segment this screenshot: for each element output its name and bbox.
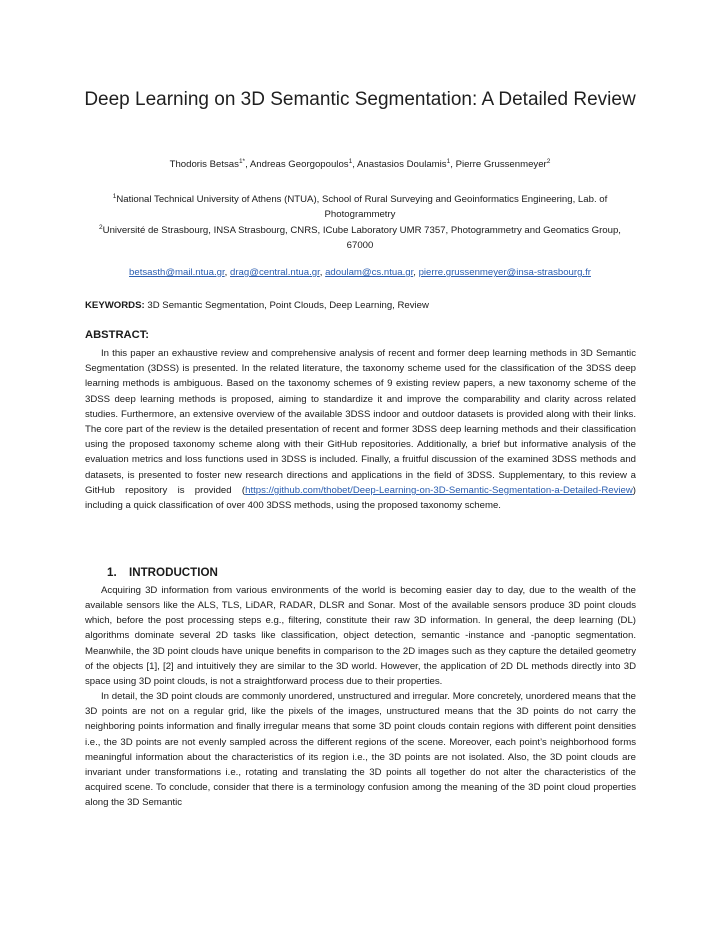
affiliation: [90, 192, 630, 223]
author-name: Thodoris Betsas: [169, 159, 239, 170]
paragraph: Acquiring 3D information from various environments of the world is becoming easier day to day, due to the wealth of the available sensors like the ALS, TLS, LiDAR, RADAR, DLSR and Sonar. Most of the available sensors produce 3D point clouds which, before the post processing steps e.g., filtering, constitute their raw 3D information. In general, the deep learning (DL) algorithms dominate several 2D tasks like classification, object detection, semantic -instance and -panoptic segmentation. Meanwhile, the 3D point clouds have unique benefits in comparison to the 2D images such as they capture the detailed geometry of the objects [1], [2] and intuitively they are similar to the 3D world. However, the application of 2D DL methods directly into 3D space using 3D point clouds, is not a straightforward process due to their properties.: [85, 585, 636, 687]
github-repo-link[interactable]: https://github.com/thobet/Deep-Learning-on-3D-Semantic-Segmentation-a-Detailed-Review: [245, 484, 633, 496]
email-link[interactable]: pierre.grussenmeyer@insa-strasbourg.fr: [418, 267, 591, 278]
author-affiliation-mark: 2: [546, 157, 551, 165]
affiliation-mark: 1: [112, 192, 117, 200]
author-name: Pierre Grussenmeyer: [455, 159, 547, 170]
introduction-text: [85, 583, 636, 810]
author-affiliation-mark: 1: [348, 157, 353, 165]
abstract-body-text: In this paper an exhaustive review and comprehensive analysis of recent and former deep learning methods in 3D Semantic Segmentation (3DSS) is presented. In the related literature, the taxonomy scheme used for the classification of the 3DSS deep learning methods is ambiguous. Based on the taxonomy schemes of 9 existing review papers, a new taxonomy scheme of the 3DSS deep learning methods is proposed, aiming to standardize it and improve the comparability and clarity across related studies. Furthermore, an extensive overview of the available 3DSS indoor and outdoor datasets is provided along with their links. The core part of the review is the detailed presentation of recent and former 3DSS deep learning methods and their classification using the proposed taxonomy scheme along with their GitHub repositories. Additionally, a brief but informative analysis of the evaluation metrics and loss functions used in 3DSS is included. Finally, a fruitful discussion of the examined 3DSS methods and datasets, is presented to foster new research directions and applications in the field of 3DSS. Supplementary, to this review a GitHub repository is provided (: [85, 348, 636, 496]
author-affiliation-mark: 1: [446, 157, 451, 165]
author-name: Anastasios Doulamis: [357, 159, 447, 170]
author-affiliation-mark: 1*: [238, 157, 246, 165]
section-title: INTRODUCTION: [129, 566, 218, 579]
email-link[interactable]: adoulam@cs.ntua.gr: [325, 267, 414, 278]
email-list: betsasth@mail.ntua.gr, drag@central.ntua.gr, adoulam@cs.ntua.gr, pierre.grussenmeyer@insa-strasbourg.fr: [129, 267, 591, 278]
abstract-text: [85, 346, 636, 513]
keywords-line: [85, 299, 645, 313]
affiliation-text: Université de Strasbourg, INSA Strasbourg, CNRS, ICube Laboratory UMR 7357, Photogrammetry and Geomatics Group, 67000: [102, 224, 621, 251]
abstract-heading: ABSTRACT:: [85, 329, 150, 341]
email-link[interactable]: drag@central.ntua.gr: [230, 267, 320, 278]
section-number: 1.: [107, 566, 117, 579]
keywords-label: KEYWORDS:: [85, 300, 145, 311]
affiliation-list: [90, 192, 630, 253]
abstract-body-text-end: ) including a quick classification of over 400 3DSS methods, using the proposed taxonomy scheme.: [85, 484, 636, 512]
paragraph: In detail, the 3D point clouds are commonly unordered, unstructured and irregular. More concretely, unordered means that the 3D points are not on a regular grid, like the pixels of the images, unstructured means that the 3D points do not carry the neighboring points information and finally irregular means that some 3D point clouds contain regions with different point densities i.e., the 3D points are not evenly sampled across the different regions of the scene. Moreover, each point’s neighborhood forms meaningful information about the characteristics of its region i.e., the 3D points are not isolated. Also, the 3D point clouds are invariant under transformations i.e., rotating and translating the 3D points all together do not alter the characteristics of the acquired scene. To conclude, consider that there is a terminology confusion among the meaning of the 3D point cloud properties along the 3D Semantic: [85, 691, 636, 809]
author-name: Andreas Georgopoulos: [249, 159, 349, 170]
paper-title: Deep Learning on 3D Semantic Segmentation: A Detailed Review: [84, 89, 636, 110]
affiliation: [90, 223, 630, 254]
keywords-text: 3D Semantic Segmentation, Point Clouds, Deep Learning, Review: [147, 300, 429, 311]
section-heading-introduction: [107, 566, 218, 579]
author-list: Thodoris Betsas$^{1*}$, Andreas Georgopoulos$^1$, Anastasios Doulamis$^1$, Pierre Grussenmeyer$^2$: [169, 157, 551, 170]
email-link[interactable]: betsasth@mail.ntua.gr: [129, 267, 225, 278]
affiliation-text: National Technical University of Athens (NTUA), School of Rural Surveying and Geoinformatics Engineering, Lab. of Photogrammetry: [116, 194, 608, 221]
affiliation-mark: 2: [99, 223, 103, 231]
